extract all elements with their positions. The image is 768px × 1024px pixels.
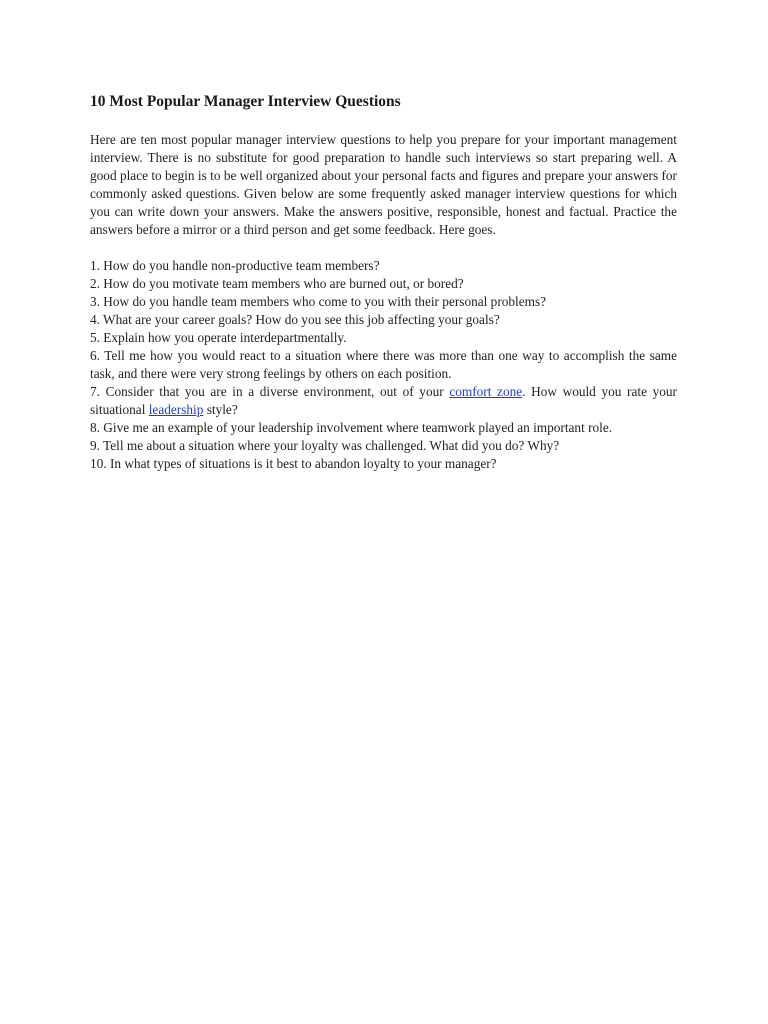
leadership-link[interactable]: leadership [148,402,204,417]
question-item-7 [90,383,677,419]
question-7-text-end: style? [203,402,238,417]
question-item-8: 8. Give me an example of your leadership involvement where teamwork played an important role. [90,420,613,435]
question-7-text-middle: . How would you rate your situational [90,384,677,417]
question-item-6: 6. Tell me how you would react to a situation where there was more than one way to accomplish the same task, and there were very strong feelings by others on each position. [90,348,677,381]
comfort-zone-link[interactable]: comfort zone [449,384,523,399]
question-item-9: 9. Tell me about a situation where your loyalty was challenged. What did you do? Why? [90,438,560,453]
question-list [90,257,677,473]
document-title: 10 Most Popular Manager Interview Questions [90,93,401,110]
question-item-10: 10. In what types of situations is it best to abandon loyalty to your manager? [90,456,497,471]
question-7-text-start: 7. Consider that you are in a diverse environment, out of your [90,384,450,399]
document-page [90,90,677,473]
intro-paragraph: Here are ten most popular manager interview questions to help you prepare for your important management interview. There is no substitute for good preparation to handle such interviews so start preparing well. A good place to begin is to be well organized about your personal facts and figures and prepare your answers for commonly asked questions. Given below are some frequently asked manager interview questions for which you can write down your answers. Make the answers positive, responsible, honest and factual. Practice the answers before a mirror or a third person and get some feedback. Here goes. [90,132,677,237]
question-item-3: 3. How do you handle team members who come to you with their personal problems? [90,294,547,309]
question-item-5: 5. Explain how you operate interdepartmentally. [90,330,347,345]
question-item-1: 1. How do you handle non-productive team members? [90,258,380,273]
question-item-4: 4. What are your career goals? How do you see this job affecting your goals? [90,312,500,327]
question-item-2: 2. How do you motivate team members who are burned out, or bored? [90,276,464,291]
